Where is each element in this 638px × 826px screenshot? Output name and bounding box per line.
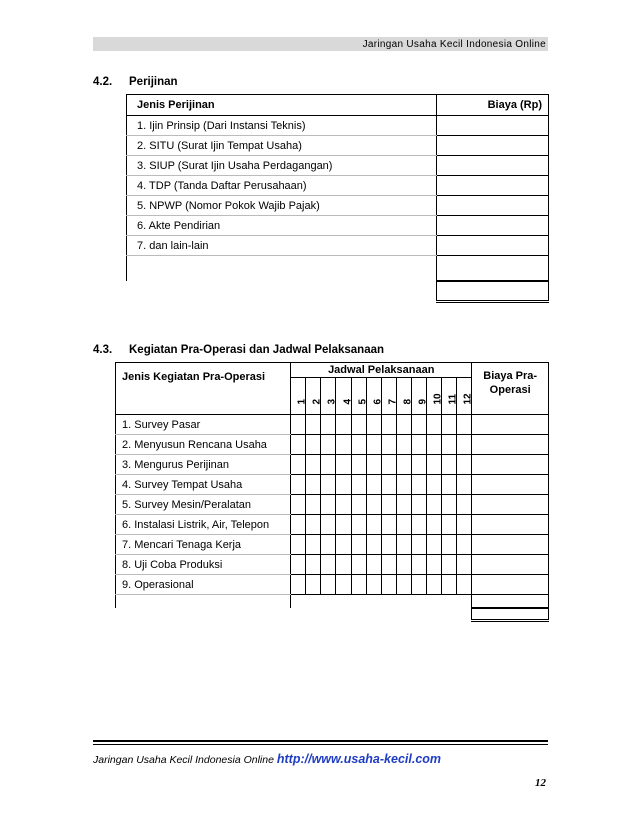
- schedule-cell: [427, 475, 442, 495]
- schedule-cell: [457, 455, 472, 475]
- section-title: Perijinan: [129, 76, 178, 88]
- schedule-cell: [366, 555, 381, 575]
- table-header-row: [116, 363, 549, 378]
- total-cell: [436, 281, 548, 302]
- activity-name: 7. Mencari Tenaga Kerja: [116, 535, 291, 555]
- table-row: [127, 116, 549, 136]
- schedule-cell: [427, 535, 442, 555]
- schedule-cell: [442, 515, 457, 535]
- activity-cost-cell: [472, 555, 549, 575]
- schedule-cell: [427, 555, 442, 575]
- schedule-cell: [396, 575, 411, 595]
- header-title: Jaringan Usaha Kecil Indonesia Online: [362, 39, 546, 50]
- schedule-cell: [442, 575, 457, 595]
- table-row: [116, 575, 549, 595]
- schedule-cell: [442, 555, 457, 575]
- schedule-cell: [442, 435, 457, 455]
- schedule-cell: [336, 415, 351, 435]
- license-cost-cell: [436, 156, 548, 176]
- footer-divider: [93, 744, 548, 745]
- week-number: 9: [417, 398, 429, 405]
- schedule-cell: [321, 475, 336, 495]
- week-number: 11: [447, 393, 459, 405]
- schedule-cell: [321, 435, 336, 455]
- week-label: [291, 378, 306, 415]
- footer-text: Jaringan Usaha Kecil Indonesia Online: [93, 754, 274, 766]
- schedule-cell: [457, 515, 472, 535]
- table-spacer-row: [116, 595, 549, 609]
- schedule-cell: [291, 455, 306, 475]
- schedule-cell: [321, 415, 336, 435]
- schedule-cell: [396, 415, 411, 435]
- week-label: [457, 378, 472, 415]
- schedule-cell: [381, 515, 396, 535]
- schedule-cell: [366, 435, 381, 455]
- week-number: 8: [402, 398, 414, 405]
- activity-name: 2. Menyusun Rencana Usaha: [116, 435, 291, 455]
- table-row: [116, 455, 549, 475]
- schedule-cell: [396, 455, 411, 475]
- activity-name: 8. Uji Coba Produksi: [116, 555, 291, 575]
- table-row: [127, 236, 549, 256]
- license-name: 2. SITU (Surat Ijin Tempat Usaha): [127, 136, 437, 156]
- column-header-type: Jenis Perijinan: [127, 95, 437, 116]
- schedule-cell: [457, 535, 472, 555]
- schedule-cell: [381, 495, 396, 515]
- activity-cost-cell: [472, 415, 549, 435]
- schedule-cell: [457, 555, 472, 575]
- schedule-cell: [442, 415, 457, 435]
- schedule-cell: [411, 535, 426, 555]
- week-number: 3: [326, 398, 338, 405]
- schedule-cell: [351, 535, 366, 555]
- schedule-cell: [291, 475, 306, 495]
- table-row: [116, 435, 549, 455]
- week-label: [396, 378, 414, 415]
- schedule-cell: [336, 475, 351, 495]
- week-label: [427, 378, 442, 415]
- activity-cost-cell: [472, 455, 549, 475]
- schedule-cell: [396, 475, 411, 495]
- pre-operation-table: [115, 362, 549, 622]
- table-row: [116, 475, 549, 495]
- schedule-cell: [381, 475, 396, 495]
- schedule-cell: [411, 435, 426, 455]
- schedule-cell: [291, 495, 306, 515]
- schedule-cell: [411, 495, 426, 515]
- schedule-cell: [306, 515, 321, 535]
- schedule-cell: [457, 415, 472, 435]
- activity-name: 9. Operasional: [116, 575, 291, 595]
- schedule-cell: [306, 555, 321, 575]
- schedule-cell: [291, 435, 306, 455]
- schedule-cell: [306, 415, 321, 435]
- license-name: 5. NPWP (Nomor Pokok Wajib Pajak): [127, 196, 437, 216]
- schedule-cell: [351, 515, 366, 535]
- license-name: 1. Ijin Prinsip (Dari Instansi Teknis): [127, 116, 437, 136]
- page-number: 12: [535, 777, 546, 789]
- table-row: [127, 196, 549, 216]
- schedule-cell: [291, 515, 306, 535]
- total-row: [127, 281, 549, 302]
- schedule-cell: [336, 435, 351, 455]
- schedule-cell: [321, 515, 336, 535]
- schedule-cell: [457, 475, 472, 495]
- schedule-cell: [396, 435, 411, 455]
- schedule-cell: [396, 495, 411, 515]
- schedule-cell: [306, 575, 321, 595]
- schedule-cell: [351, 415, 366, 435]
- license-cost-cell: [436, 176, 548, 196]
- activity-name: 5. Survey Mesin/Peralatan: [116, 495, 291, 515]
- week-number: 5: [357, 398, 369, 405]
- schedule-cell: [411, 415, 426, 435]
- activity-name: 6. Instalasi Listrik, Air, Telepon: [116, 515, 291, 535]
- section-number: 4.2.: [93, 76, 113, 88]
- schedule-cell: [411, 575, 426, 595]
- schedule-cell: [442, 455, 457, 475]
- total-cell: [472, 608, 549, 621]
- schedule-cell: [427, 415, 442, 435]
- schedule-cell: [411, 515, 426, 535]
- section-number: 4.3.: [93, 344, 113, 356]
- schedule-cell: [306, 435, 321, 455]
- schedule-cell: [442, 495, 457, 515]
- schedule-cell: [427, 455, 442, 475]
- schedule-cell: [336, 575, 351, 595]
- week-number: 4: [342, 398, 354, 405]
- license-cost-cell: [436, 136, 548, 156]
- license-cost-cell: [436, 116, 548, 136]
- section-title: Kegiatan Pra-Operasi dan Jadwal Pelaksanaan: [129, 344, 385, 356]
- week-number: 12: [462, 393, 474, 405]
- schedule-cell: [336, 515, 351, 535]
- schedule-cell: [306, 455, 321, 475]
- schedule-cell: [411, 455, 426, 475]
- schedule-cell: [396, 555, 411, 575]
- schedule-cell: [442, 535, 457, 555]
- activity-cost-cell: [472, 575, 549, 595]
- schedule-cell: [351, 475, 366, 495]
- schedule-cell: [291, 555, 306, 575]
- schedule-cell: [381, 455, 396, 475]
- footer: [93, 752, 441, 766]
- schedule-cell: [306, 535, 321, 555]
- table-row: [127, 156, 549, 176]
- activity-cost-cell: [472, 475, 549, 495]
- schedule-cell: [336, 495, 351, 515]
- schedule-cell: [366, 575, 381, 595]
- table-row: [127, 176, 549, 196]
- week-number: 2: [311, 398, 323, 405]
- table-row: [127, 136, 549, 156]
- week-label: [366, 378, 384, 415]
- column-header-activity: Jenis Kegiatan Pra-Operasi: [116, 363, 291, 415]
- activity-cost-cell: [472, 495, 549, 515]
- schedule-cell: [291, 575, 306, 595]
- schedule-cell: [306, 495, 321, 515]
- schedule-cell: [366, 535, 381, 555]
- schedule-cell: [351, 455, 366, 475]
- column-header-schedule: Jadwal Pelaksanaan: [291, 363, 472, 378]
- activity-cost-cell: [472, 535, 549, 555]
- schedule-cell: [351, 555, 366, 575]
- schedule-cell: [291, 535, 306, 555]
- schedule-cell: [381, 575, 396, 595]
- schedule-cell: [381, 535, 396, 555]
- license-name: 6. Akte Pendirian: [127, 216, 437, 236]
- table-row: [127, 216, 549, 236]
- schedule-cell: [396, 535, 411, 555]
- column-header-cost: Biaya (Rp): [436, 95, 548, 116]
- schedule-cell: [411, 555, 426, 575]
- week-label: [306, 378, 321, 415]
- table-row: [116, 555, 549, 575]
- footer-link[interactable]: http://www.usaha-kecil.com: [276, 752, 442, 766]
- schedule-cell: [427, 435, 442, 455]
- schedule-cell: [291, 415, 306, 435]
- table-row: [116, 535, 549, 555]
- schedule-cell: [321, 535, 336, 555]
- schedule-cell: [351, 435, 366, 455]
- schedule-cell: [442, 475, 457, 495]
- schedule-cell: [366, 515, 381, 535]
- table-row: [116, 415, 549, 435]
- schedule-cell: [381, 435, 396, 455]
- schedule-cell: [321, 555, 336, 575]
- schedule-cell: [351, 495, 366, 515]
- footer-divider: [93, 740, 548, 742]
- activity-name: 4. Survey Tempat Usaha: [116, 475, 291, 495]
- license-name: 7. dan lain-lain: [127, 236, 437, 256]
- schedule-cell: [427, 575, 442, 595]
- license-name: 4. TDP (Tanda Daftar Perusahaan): [127, 176, 437, 196]
- week-label: [321, 378, 336, 415]
- table-row: [116, 495, 549, 515]
- table-header-row: [127, 95, 549, 116]
- licensing-table: [126, 94, 549, 303]
- week-number: 1: [296, 398, 308, 405]
- schedule-cell: [351, 575, 366, 595]
- license-cost-cell: [436, 196, 548, 216]
- schedule-cell: [336, 535, 351, 555]
- schedule-cell: [366, 415, 381, 435]
- activity-name: 1. Survey Pasar: [116, 415, 291, 435]
- activity-cost-cell: [472, 515, 549, 535]
- schedule-cell: [321, 575, 336, 595]
- schedule-cell: [306, 475, 321, 495]
- schedule-cell: [411, 475, 426, 495]
- schedule-cell: [427, 495, 442, 515]
- table-spacer-row: [127, 256, 549, 282]
- schedule-cell: [381, 415, 396, 435]
- license-cost-cell: [436, 236, 548, 256]
- schedule-cell: [457, 435, 472, 455]
- schedule-cell: [427, 515, 442, 535]
- week-label: [381, 378, 399, 415]
- schedule-cell: [366, 455, 381, 475]
- week-label: [411, 378, 429, 415]
- license-cost-cell: [436, 216, 548, 236]
- schedule-cell: [381, 555, 396, 575]
- week-number: 7: [387, 398, 399, 405]
- schedule-cell: [366, 475, 381, 495]
- activity-cost-cell: [472, 435, 549, 455]
- schedule-cell: [457, 495, 472, 515]
- week-number: 6: [372, 398, 384, 405]
- week-number: 10: [432, 393, 444, 405]
- schedule-cell: [321, 495, 336, 515]
- column-header-cost: Biaya Pra-Operasi: [472, 363, 549, 415]
- schedule-cell: [336, 555, 351, 575]
- week-label: [336, 378, 354, 415]
- schedule-cell: [366, 495, 381, 515]
- week-label: [442, 378, 457, 415]
- schedule-cell: [457, 575, 472, 595]
- table-row: [116, 515, 549, 535]
- activity-name: 3. Mengurus Perijinan: [116, 455, 291, 475]
- week-label: [351, 378, 369, 415]
- total-row: [116, 608, 549, 621]
- schedule-cell: [321, 455, 336, 475]
- license-name: 3. SIUP (Surat Ijin Usaha Perdagangan): [127, 156, 437, 176]
- schedule-cell: [336, 455, 351, 475]
- schedule-cell: [396, 515, 411, 535]
